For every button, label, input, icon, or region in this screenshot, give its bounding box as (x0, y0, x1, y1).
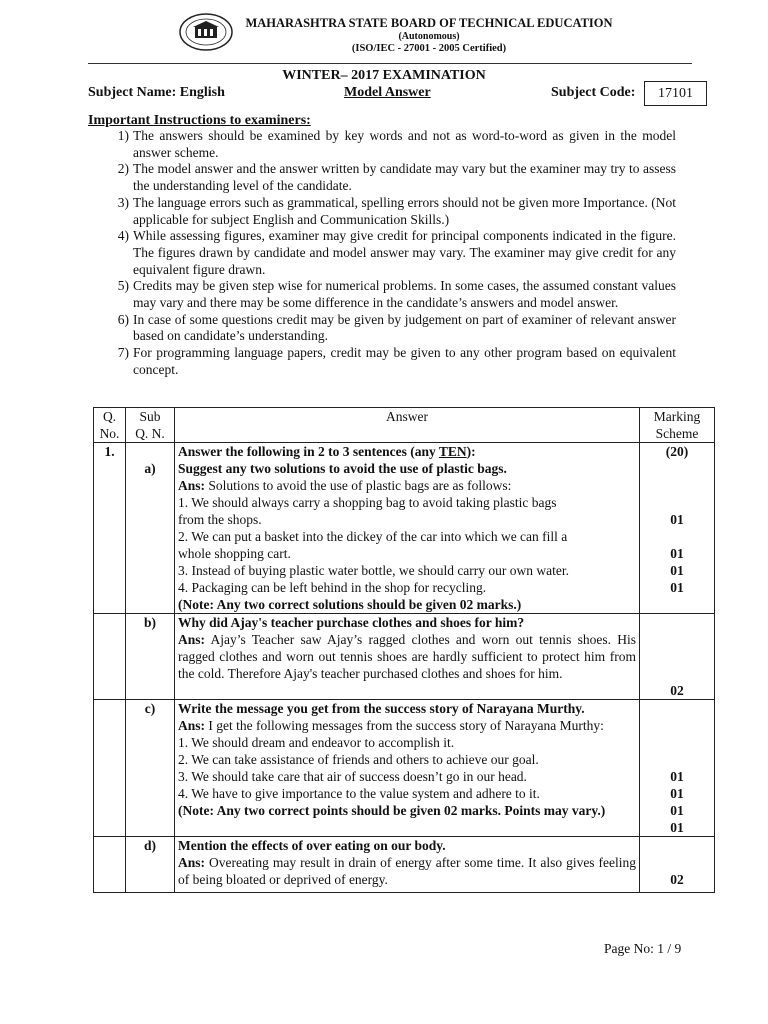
instruction-item (96, 195, 676, 228)
instruction-text: The language errors such as grammatical, spelling errors should not be given more Importance. (Not applicable for subject English and Communication Skills.) (133, 194, 676, 227)
question-number: 1. (94, 443, 126, 613)
answer-intro: Ans: Solutions to avoid the use of plastic bags are as follows: (178, 478, 512, 493)
instruction-number: 6) (117, 311, 129, 327)
subq-header: Sub Q. N. (126, 408, 175, 442)
answer-text: Ans: Ajay’s Teacher saw Ajay’s ragged clothes and worn out tennis shoes. His ragged clothes and worn out tennis shoes are hardly sufficient to protect him from the cold. Therefore Ajay's teacher purchased clothes and shoes for him. (178, 632, 636, 681)
answer-point: 1. We should always carry a shopping bag to avoid taking plastic bags (178, 495, 557, 510)
answer-point: whole shopping cart. (178, 546, 291, 561)
marks-cell: 01 01 01 01 (670, 769, 684, 835)
instruction-item (96, 345, 676, 378)
answer-point: 3. Instead of buying plastic water bottle, we should carry our own water. (178, 563, 570, 578)
question-text: Write the message you get from the success story of Narayana Murthy. (178, 701, 585, 716)
instruction-number: 7) (117, 345, 129, 361)
certification-label: (ISO/IEC - 27001 - 2005 Certified) (351, 43, 507, 54)
answer-point: 3. We should take care that air of success doesn’t go in our head. (178, 769, 527, 784)
instruction-number: 1) (117, 128, 129, 143)
answer-cell (175, 700, 640, 836)
marks-cell: 02 (670, 872, 684, 887)
instruction-text: The model answer and the answer written by candidate may vary but the examiner may try to assess the understanding level of the candidate. (133, 161, 676, 194)
marks-cell: 02 (670, 683, 684, 698)
instruction-text: For programming language papers, credit may be given to any other program based on equivalent concept. (133, 345, 676, 377)
instruction-text: Credits may be given step wise for numerical problems. In some cases, the assumed constant values may vary and there may be some difference in the candidate’s answers and model answer. (133, 278, 676, 311)
answer-point: 2. We can take assistance of friends and others to achieve our goal. (178, 752, 539, 767)
sub-question-number: a) (126, 443, 175, 613)
question-text: Mention the effects of over eating on our body. (178, 838, 446, 853)
board-name: MAHARASHTRA STATE BOARD OF TECHNICAL EDUCATION (245, 16, 613, 30)
answer-header: Answer (175, 408, 640, 442)
subject-code-label: Subject Code: (551, 85, 636, 100)
sub-question-number: d) (126, 837, 175, 892)
question-text: Suggest any two solutions to avoid the use of plastic bags. (178, 461, 507, 476)
instruction-item (96, 312, 676, 345)
instructions-list (96, 128, 676, 379)
instructions-title: Important Instructions to examiners: (88, 113, 311, 128)
model-answer-label: Model Answer (344, 85, 431, 100)
answer-point: from the shops. (178, 512, 262, 527)
answer-cell (175, 614, 640, 699)
marking-note: (Note: Any two correct points should be given 02 marks. Points may vary.) (178, 803, 606, 818)
sub-question-number: c) (126, 700, 175, 836)
instruction-item (96, 228, 676, 278)
table-row (94, 699, 714, 836)
marking-note: (Note: Any two correct solutions should be given 02 marks.) (178, 597, 522, 612)
instruction-item (96, 278, 676, 311)
exam-title: WINTER– 2017 EXAMINATION (282, 68, 486, 83)
question-text: Why did Ajay's teacher purchase clothes and shoes for him? (178, 615, 525, 630)
answer-cell (175, 837, 640, 892)
answer-table (93, 407, 715, 893)
table-row (94, 442, 714, 613)
answer-cell (175, 443, 640, 613)
table-header-row (94, 408, 714, 442)
answer-point: 1. We should dream and endeavor to accomplish it. (178, 735, 455, 750)
subject-name: Subject Name: English (88, 85, 225, 100)
msbte-logo-icon (178, 12, 234, 52)
instruction-text: The answers should be examined by key words and not as word-to-word as given in the model answer scheme. (133, 128, 676, 160)
instruction-text: In case of some questions credit may be given by judgement on part of examiner of relevant answer based on candidate’s understanding. (133, 311, 676, 344)
marking-header: Marking Scheme (653, 409, 701, 441)
table-row (94, 836, 714, 892)
subject-code-box: 17101 (644, 81, 707, 106)
instruction-number: 3) (117, 194, 129, 210)
autonomous-label: (Autonomous) (398, 31, 460, 42)
page-number: Page No: 1 / 9 (604, 941, 682, 956)
answer-text: Ans: Overeating may result in drain of energy after some time. It also gives feeling of being bloated or deprived of energy. (178, 855, 636, 887)
sub-question-number: b) (126, 614, 175, 699)
answer-point: 4. Packaging can be left behind in the shop for recycling. (178, 580, 487, 595)
qno-header: Q. No. (94, 408, 126, 442)
instruction-number: 5) (117, 278, 129, 294)
instruction-number: 4) (117, 228, 129, 244)
answer-intro: Ans: I get the following messages from the success story of Narayana Murthy: (178, 718, 604, 733)
section-instruction: Answer the following in 2 to 3 sentences (any TEN): (178, 444, 476, 459)
table-row (94, 613, 714, 699)
instruction-number: 2) (117, 161, 129, 177)
answer-point: 2. We can put a basket into the dickey of the car into which we can fill a (178, 529, 568, 544)
marks-cell: (20) 01 01 01 01 (665, 444, 689, 595)
instruction-text: While assessing figures, examiner may give credit for principal components indicated in the figure. The figures drawn by candidate and model answer may vary. The examiner may give credit for any equivalent figure drawn. (133, 228, 676, 277)
answer-point: 4. We have to give importance to the value system and adhere to it. (178, 786, 540, 801)
instruction-item (96, 128, 676, 161)
instruction-item (96, 161, 676, 194)
header-divider (88, 63, 692, 64)
